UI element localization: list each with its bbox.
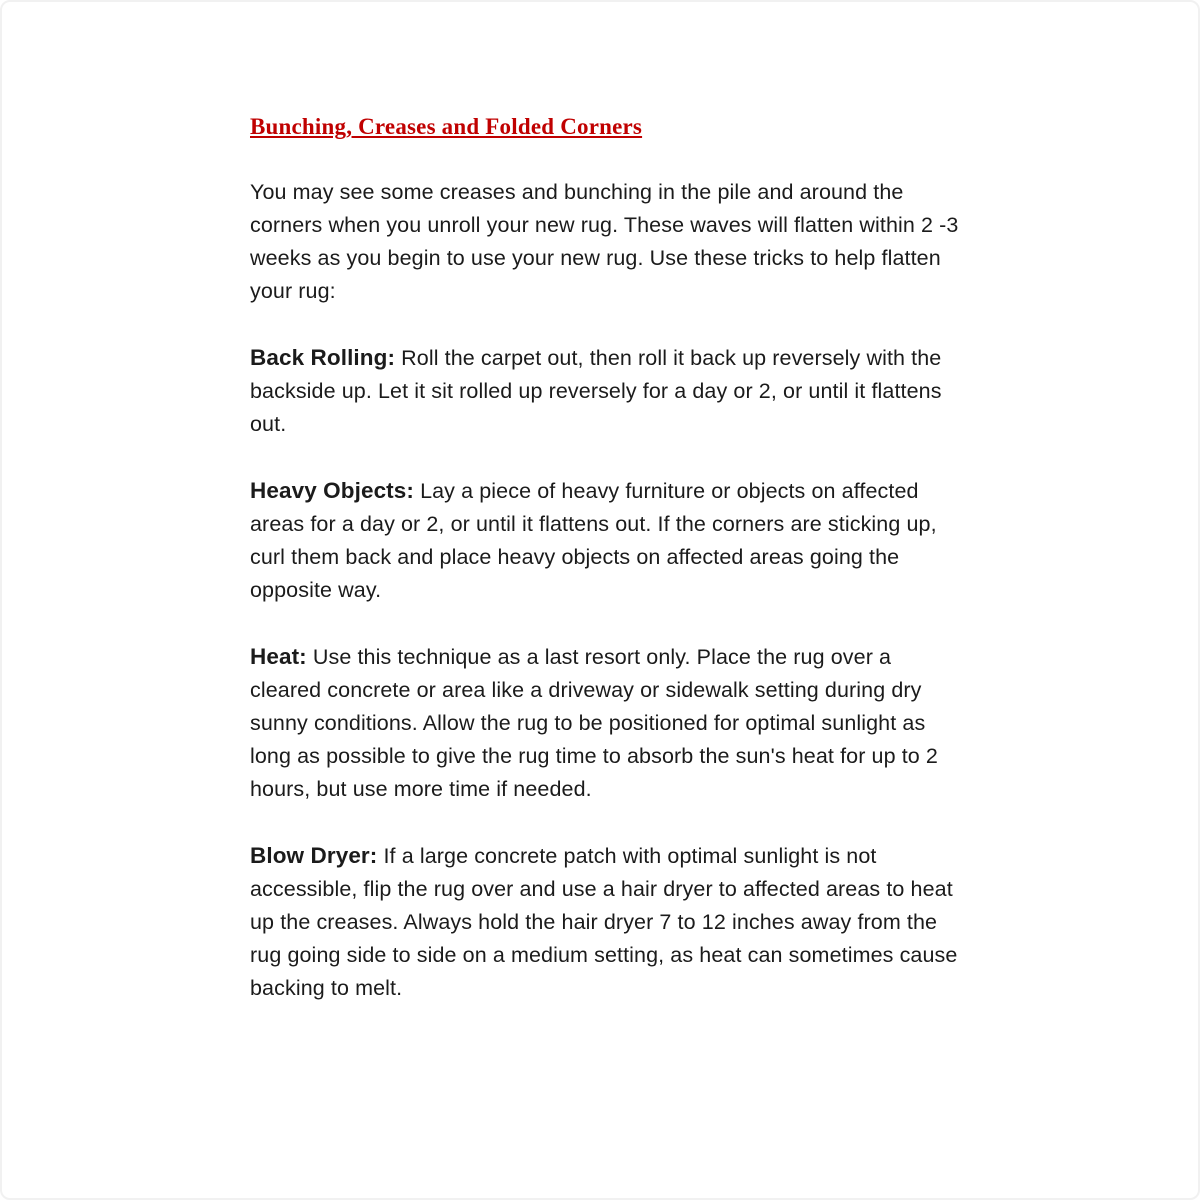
document-title: Bunching, Creases and Folded Corners: [250, 114, 643, 139]
document-content: [250, 114, 962, 1038]
section-label-blow-dryer: Blow Dryer:: [250, 843, 378, 868]
section-text-heat: Use this technique as a last resort only. Place the rug over a cleared concrete or area like a driveway or sidewalk setting during dry sunny conditions. Allow the rug to be positioned for optimal sunlight as long as possible to give the rug time to absorb the sun's heat for up to 2 hours, but use more time if needed.: [250, 645, 938, 801]
section-label-heavy-objects: Heavy Objects:: [250, 478, 414, 503]
section-heat: [250, 640, 962, 806]
section-label-heat: Heat:: [250, 644, 307, 669]
section-text-blow-dryer: If a large concrete patch with optimal sunlight is not accessible, flip the rug over and use a hair dryer to affected areas to heat up the creases. Always hold the hair dryer 7 to 12 inches away from the rug going side to side on a medium setting, as heat can sometimes cause backing to melt.: [250, 844, 958, 1000]
section-heavy-objects: [250, 474, 962, 607]
section-text-heavy-objects: Lay a piece of heavy furniture or objects on affected areas for a day or 2, or until it flattens out. If the corners are sticking up, curl them back and place heavy objects on affected areas going the opposite way.: [250, 479, 937, 602]
section-blow-dryer: [250, 839, 962, 1005]
intro-paragraph: You may see some creases and bunching in the pile and around the corners when you unroll your new rug. These waves will flatten within 2 -3 weeks as you begin to use your new rug. Use these tricks to help flatten your rug:: [250, 180, 959, 303]
section-back-rolling: [250, 341, 962, 441]
section-label-back-rolling: Back Rolling:: [250, 345, 396, 370]
section-text-back-rolling: Roll the carpet out, then roll it back up reversely with the backside up. Let it sit rolled up reversely for a day or 2, or until it flattens out.: [250, 346, 942, 436]
